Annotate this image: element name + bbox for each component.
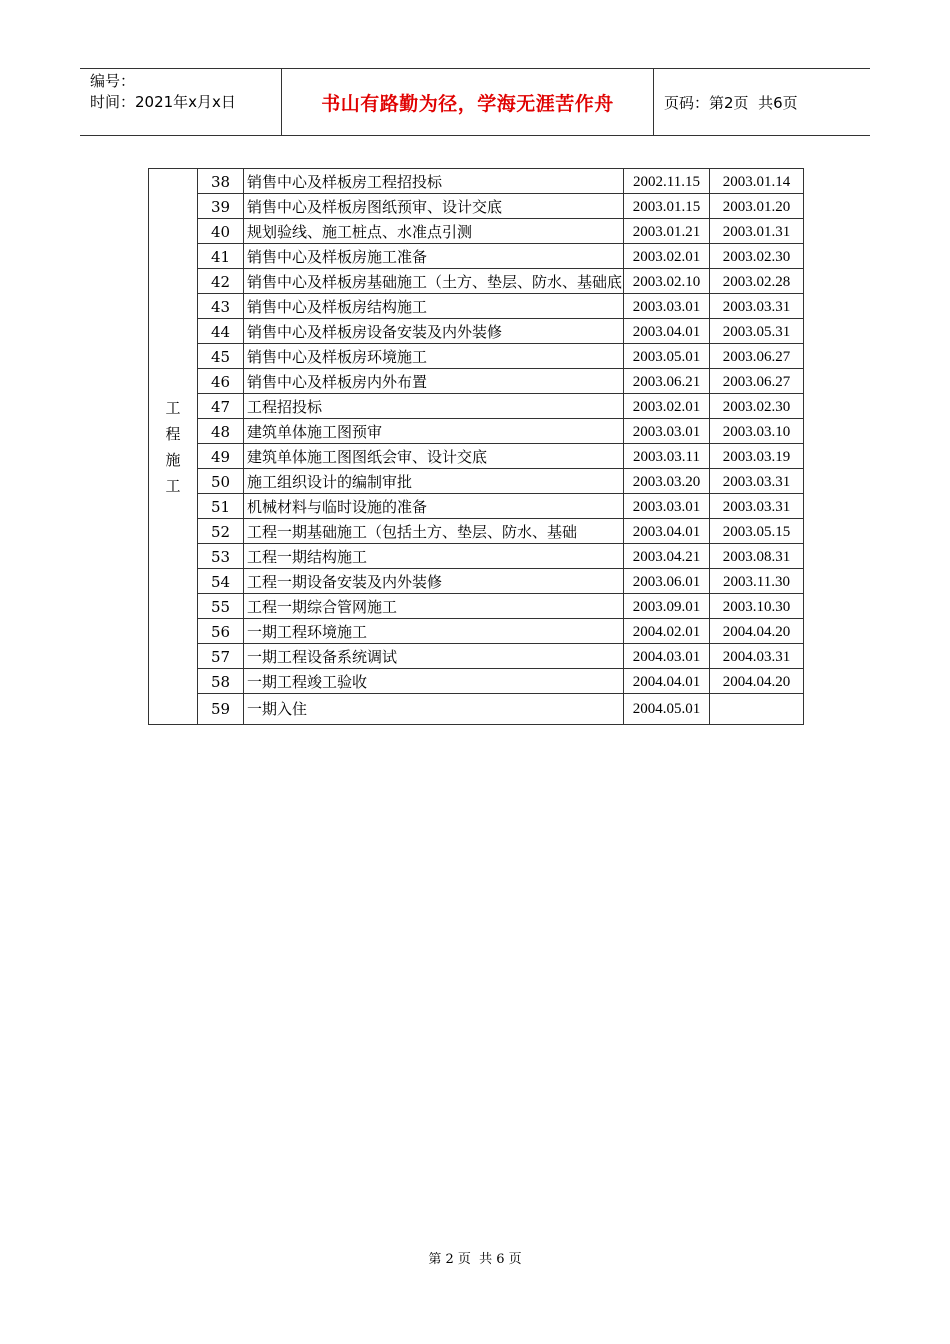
- task-name: 销售中心及样板房内外布置: [244, 369, 624, 394]
- start-date: 2003.01.15: [624, 194, 710, 219]
- task-name: 一期工程环境施工: [244, 619, 624, 644]
- start-date: 2004.05.01: [624, 694, 710, 725]
- start-date: 2003.04.01: [624, 319, 710, 344]
- table-row: [149, 194, 804, 219]
- row-number: 55: [198, 594, 244, 619]
- task-name: 工程招投标: [244, 394, 624, 419]
- table-row: [149, 269, 804, 294]
- end-date: 2003.08.31: [710, 544, 804, 569]
- end-date: 2003.10.30: [710, 594, 804, 619]
- phase-cell: [149, 169, 198, 725]
- row-number: 46: [198, 369, 244, 394]
- table-row: [149, 519, 804, 544]
- task-name: 一期工程设备系统调试: [244, 644, 624, 669]
- end-date: 2003.01.20: [710, 194, 804, 219]
- start-date: 2003.09.01: [624, 594, 710, 619]
- row-number: 43: [198, 294, 244, 319]
- task-name: 建筑单体施工图图纸会审、设计交底: [244, 444, 624, 469]
- header-motto: 书山有路勤为径，学海无涯苦作舟: [282, 69, 654, 135]
- end-date: 2003.02.30: [710, 394, 804, 419]
- table-row: [149, 669, 804, 694]
- table-row: [149, 444, 804, 469]
- end-date: [710, 694, 804, 725]
- start-date: 2003.06.01: [624, 569, 710, 594]
- task-name: 工程一期设备安装及内外装修: [244, 569, 624, 594]
- page-header: [80, 68, 870, 136]
- row-number: 41: [198, 244, 244, 269]
- table-row: [149, 594, 804, 619]
- end-date: 2003.06.27: [710, 369, 804, 394]
- table-row: [149, 294, 804, 319]
- start-date: 2003.05.01: [624, 344, 710, 369]
- row-number: 56: [198, 619, 244, 644]
- table-row: [149, 469, 804, 494]
- task-name: 销售中心及样板房工程招投标: [244, 169, 624, 194]
- end-date: 2004.03.31: [710, 644, 804, 669]
- document-time-label: 时间：2021年x月x日: [90, 93, 236, 111]
- task-name: 销售中心及样板房设备安装及内外装修: [244, 319, 624, 344]
- end-date: 2003.02.30: [710, 244, 804, 269]
- page-footer: [0, 1248, 950, 1267]
- end-date: 2003.01.31: [710, 219, 804, 244]
- start-date: 2003.06.21: [624, 369, 710, 394]
- table-row: [149, 369, 804, 394]
- start-date: 2003.01.21: [624, 219, 710, 244]
- row-number: 42: [198, 269, 244, 294]
- footer-page-number: 第 2 页 共 6 页: [428, 1252, 522, 1267]
- table-row: [149, 569, 804, 594]
- row-number: 51: [198, 494, 244, 519]
- row-number: 45: [198, 344, 244, 369]
- task-name: 工程一期综合管网施工: [244, 594, 624, 619]
- task-name: 施工组织设计的编制审批: [244, 469, 624, 494]
- end-date: 2004.04.20: [710, 619, 804, 644]
- end-date: 2003.11.30: [710, 569, 804, 594]
- start-date: 2003.04.21: [624, 544, 710, 569]
- row-number: 44: [198, 319, 244, 344]
- header-page-info: [654, 69, 870, 135]
- start-date: 2003.03.01: [624, 294, 710, 319]
- start-date: 2003.03.01: [624, 419, 710, 444]
- task-name: 销售中心及样板房图纸预审、设计交底: [244, 194, 624, 219]
- end-date: 2003.03.31: [710, 469, 804, 494]
- row-number: 47: [198, 394, 244, 419]
- start-date: 2003.02.01: [624, 244, 710, 269]
- schedule-table: [148, 168, 804, 725]
- start-date: 2002.11.15: [624, 169, 710, 194]
- task-name: 工程一期基础施工（包括土方、垫层、防水、基础: [244, 519, 624, 544]
- end-date: 2003.03.31: [710, 294, 804, 319]
- schedule-table-body: [149, 169, 804, 725]
- start-date: 2003.04.01: [624, 519, 710, 544]
- start-date: 2003.03.20: [624, 469, 710, 494]
- header-page-text: 页码：第2页 共6页: [664, 93, 798, 112]
- task-name: 销售中心及样板房环境施工: [244, 344, 624, 369]
- table-row: [149, 419, 804, 444]
- table-row: [149, 494, 804, 519]
- row-number: 49: [198, 444, 244, 469]
- start-date: 2003.03.01: [624, 494, 710, 519]
- table-row: [149, 544, 804, 569]
- task-name: 机械材料与临时设施的准备: [244, 494, 624, 519]
- row-number: 54: [198, 569, 244, 594]
- task-name: 一期入住: [244, 694, 624, 725]
- start-date: 2003.03.11: [624, 444, 710, 469]
- end-date: 2003.01.14: [710, 169, 804, 194]
- task-name: 工程一期结构施工: [244, 544, 624, 569]
- end-date: 2003.05.31: [710, 319, 804, 344]
- header-meta: [80, 69, 282, 135]
- phase-label: 工程施工: [165, 398, 181, 495]
- end-date: 2004.04.20: [710, 669, 804, 694]
- table-row: [149, 169, 804, 194]
- row-number: 39: [198, 194, 244, 219]
- row-number: 48: [198, 419, 244, 444]
- task-name: 销售中心及样板房结构施工: [244, 294, 624, 319]
- row-number: 50: [198, 469, 244, 494]
- row-number: 38: [198, 169, 244, 194]
- row-number: 57: [198, 644, 244, 669]
- row-number: 59: [198, 694, 244, 725]
- table-row: [149, 644, 804, 669]
- row-number: 52: [198, 519, 244, 544]
- task-name: 销售中心及样板房施工准备: [244, 244, 624, 269]
- task-name: 一期工程竣工验收: [244, 669, 624, 694]
- task-name: 销售中心及样板房基础施工（土方、垫层、防水、基础底: [244, 269, 624, 294]
- table-row: [149, 694, 804, 725]
- start-date: 2004.04.01: [624, 669, 710, 694]
- end-date: 2003.03.31: [710, 494, 804, 519]
- table-row: [149, 244, 804, 269]
- task-name: 建筑单体施工图预审: [244, 419, 624, 444]
- task-name: 规划验线、施工桩点、水准点引测: [244, 219, 624, 244]
- end-date: 2003.03.10: [710, 419, 804, 444]
- table-row: [149, 619, 804, 644]
- table-row: [149, 344, 804, 369]
- document-number-label: 编号：: [90, 72, 136, 90]
- start-date: 2003.02.10: [624, 269, 710, 294]
- start-date: 2004.03.01: [624, 644, 710, 669]
- table-row: [149, 394, 804, 419]
- table-row: [149, 319, 804, 344]
- start-date: 2003.02.01: [624, 394, 710, 419]
- table-row: [149, 219, 804, 244]
- row-number: 58: [198, 669, 244, 694]
- row-number: 53: [198, 544, 244, 569]
- end-date: 2003.05.15: [710, 519, 804, 544]
- row-number: 40: [198, 219, 244, 244]
- end-date: 2003.06.27: [710, 344, 804, 369]
- end-date: 2003.02.28: [710, 269, 804, 294]
- end-date: 2003.03.19: [710, 444, 804, 469]
- start-date: 2004.02.01: [624, 619, 710, 644]
